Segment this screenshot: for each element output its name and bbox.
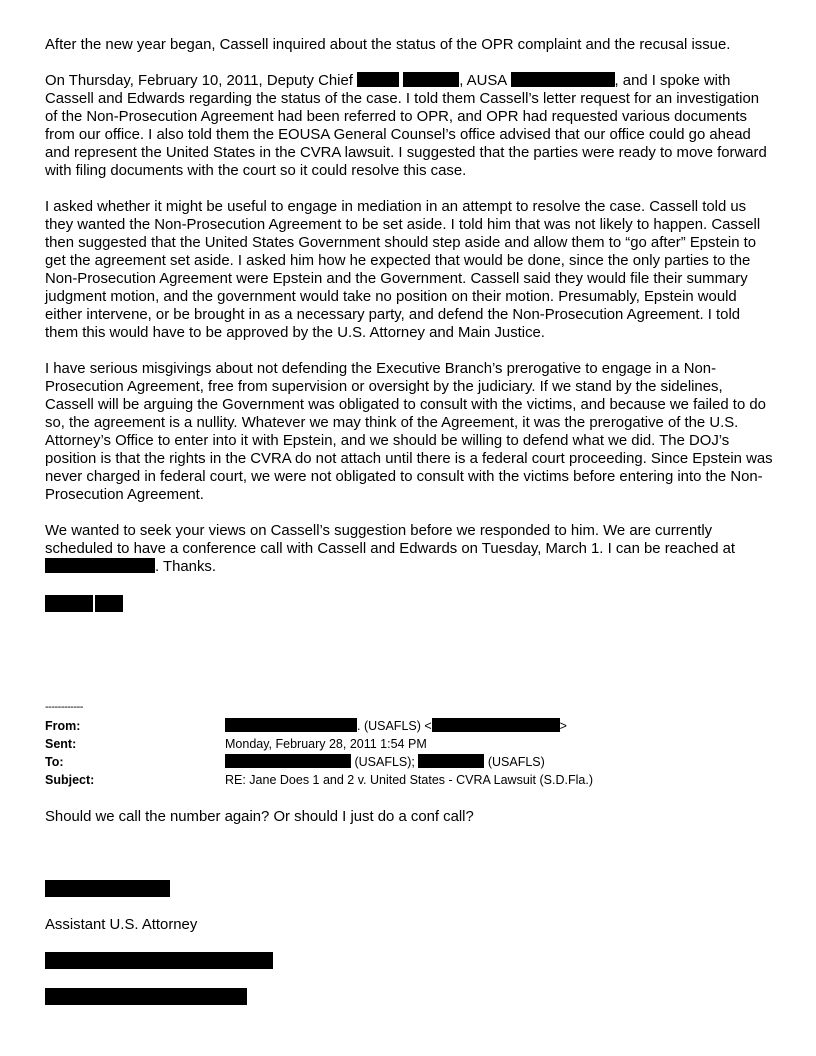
redaction-box — [225, 718, 357, 732]
to-mid: (USAFLS); — [351, 755, 419, 769]
paragraph-5-part-a: We wanted to seek your views on Cassell’s suggestion before we responded to him. We are currently scheduled to have a conference call with Cassell and Edwards on Tuesday, March 1. I can be reached at — [45, 523, 736, 557]
redaction-box — [432, 718, 560, 732]
sender-address-redaction — [45, 952, 273, 969]
paragraph-2-part-b: , AUSA — [459, 73, 511, 89]
sender-name-redaction — [45, 880, 170, 897]
sender-phone-redaction — [45, 988, 247, 1005]
paragraph-5 — [45, 522, 775, 576]
sent-value: Monday, February 28, 2011 1:54 PM — [225, 737, 427, 751]
redaction-box — [403, 72, 459, 87]
paragraph-5-part-b: . Thanks. — [155, 559, 216, 575]
from-value — [225, 717, 567, 735]
from-label: From: — [45, 719, 81, 733]
paragraph-2-part-c: , and I spoke with Cassell and Edwards regarding the status of the case. I told them Cassell’s letter request for an investigation of the Non-Prosecution Agreement had been referred to OPR, and OPR had requested various documents from our office. I also told them the EOUSA General Counsel’s office advised that our office could go ahead and represent the United States in the CVRA lawsuit. I suggested that the parties were ready to move forward with filing documents with the court so it could resolve this case. — [45, 73, 767, 179]
subject-label: Subject: — [45, 773, 95, 787]
letter-body — [45, 36, 775, 613]
signature-redaction — [45, 595, 775, 613]
to-label: To: — [45, 755, 64, 769]
redaction-box — [511, 72, 615, 87]
redaction-box — [357, 72, 399, 87]
redaction-box — [95, 595, 123, 612]
redaction-box — [225, 754, 351, 768]
paragraph-2 — [45, 72, 775, 180]
paragraph-2-part-a: On Thursday, February 10, 2011, Deputy Chief — [45, 73, 358, 89]
to-end: (USAFLS) — [484, 755, 545, 769]
redaction-box — [45, 558, 155, 573]
separator-line: ------------ — [45, 701, 83, 713]
reply-message: Should we call the number again? Or should I just do a conf call? — [45, 809, 474, 825]
sender-title: Assistant U.S. Attorney — [45, 917, 198, 933]
sent-label: Sent: — [45, 737, 77, 751]
paragraph-3: I asked whether it might be useful to engage in mediation in an attempt to resolve the case. Cassell told us they wanted the Non-Prosecution Agreement to be set aside. I told him that was not likely to happen. Cassell then suggested that the United States Government should step aside and allow them to “go after” Epstein to get the agreement set aside. I asked him how he expected that would be done, since the only parties to the Non-Prosecution Agreement were Epstein and the Government. Cassell said they would file their summary judgment motion, and the government would take no position on their motion. Presumably, Epstein would either intervene, or be brought in as a necessary party, and defend the Non-Prosecution Agreement. I told them this would have to be approved by the U.S. Attorney and Main Justice. — [45, 199, 761, 341]
redaction-box — [45, 595, 93, 612]
from-mid: . (USAFLS) < — [357, 719, 432, 733]
subject-value: RE: Jane Does 1 and 2 v. United States - CVRA Lawsuit (S.D.Fla.) — [225, 773, 593, 787]
paragraph-1: After the new year began, Cassell inquired about the status of the OPR complaint and the recusal issue. — [45, 37, 731, 53]
to-value — [225, 753, 545, 771]
redaction-box — [418, 754, 484, 768]
paragraph-4: I have serious misgivings about not defending the Executive Branch’s prerogative to engage in a Non-Prosecution Agreement, free from supervision or oversight by the judiciary. If we stand by the sidelines, Cassell will be arguing the Government was obligated to consult with the victims, and because we failed to do so, the agreement is a nullity. Whatever we may think of the Agreement, it was the prerogative of the U.S. Attorney’s Office to enter into it with Epstein, and we should be willing to defend what we did. The DOJ’s position is that the rights in the CVRA do not attach until there is a federal court proceeding. Since Epstein was never charged in federal court, we were not obligated to consult with the victims before entering into the Non-Prosecution Agreement. — [45, 361, 773, 503]
from-end: > — [559, 719, 567, 733]
